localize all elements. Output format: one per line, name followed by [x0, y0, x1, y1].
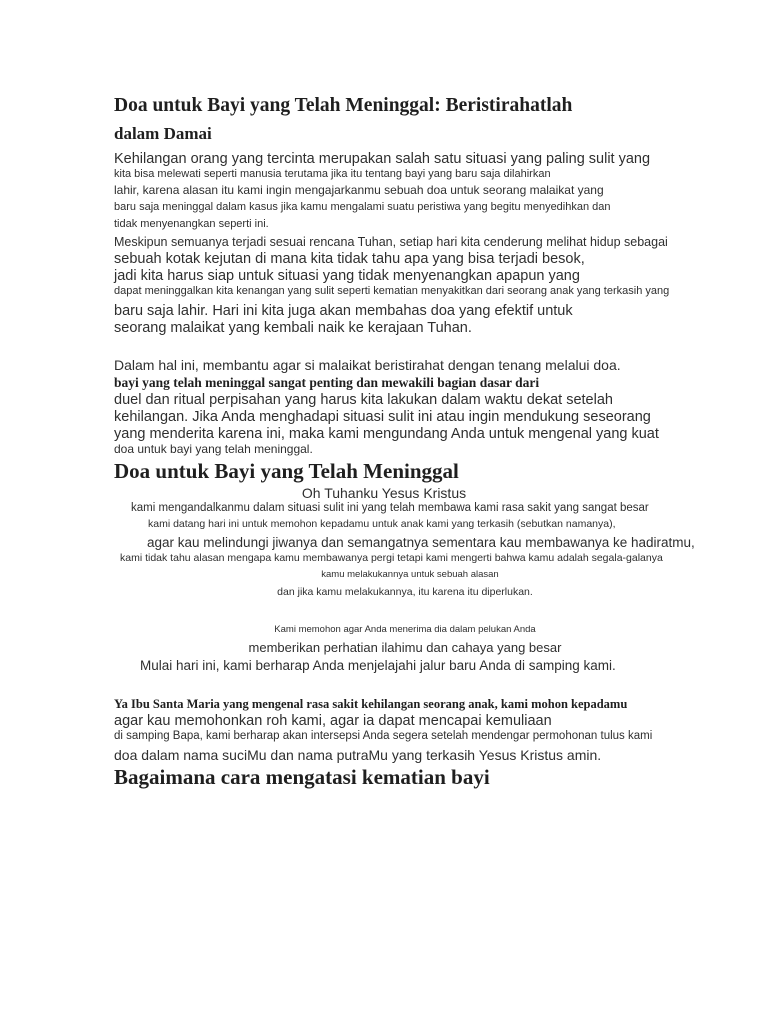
prayer-line: kami datang hari ini untuk memohon kepadamu untuk anak kami yang terkasih (sebutkan namanya),: [148, 518, 616, 530]
intro-line: lahir, karena alasan itu kami ingin mengajarkanmu sebuah doa untuk seorang malaikat yang: [114, 183, 604, 197]
intro-line: baru saja lahir. Hari ini kita juga akan membahas doa yang efektif untuk: [114, 303, 573, 319]
prayer-line: kami tidak tahu alasan mengapa kamu membawanya pergi tetapi kami mengerti bahwa kamu adalah segala-galanya: [120, 552, 663, 564]
prayer2-line: doa dalam nama suciMu dan nama putraMu yang terkasih Yesus Kristus amin.: [114, 747, 602, 763]
para-line: kehilangan. Jika Anda menghadapi situasi sulit ini atau ingin mendukung seseorang: [114, 409, 651, 425]
para-line: doa untuk bayi yang telah meninggal.: [114, 442, 313, 456]
prayer-line: Mulai hari ini, kami berharap Anda menjelajahi jalur baru Anda di samping kami.: [140, 658, 616, 673]
page-title: Doa untuk Bayi yang Telah Meninggal: Beristirahatlah: [114, 95, 573, 116]
intro-line: baru saja meninggal dalam kasus jika kamu mengalami suatu peristiwa yang begitu menyedihkan dan: [114, 201, 611, 213]
prayer-line: dan jika kamu melakukannya, itu karena itu diperlukan.: [277, 586, 533, 598]
intro-line: tidak menyenangkan seperti ini.: [114, 218, 269, 230]
page-title-continued: dalam Damai: [114, 124, 212, 143]
para-line: duel dan ritual perpisahan yang harus kita lakukan dalam waktu dekat setelah: [114, 392, 613, 408]
intro-line: Kehilangan orang yang tercinta merupakan salah satu situasi yang paling sulit yang: [114, 151, 651, 167]
section-heading: Doa untuk Bayi yang Telah Meninggal: [114, 459, 459, 483]
prayer2-line: agar kau memohonkan roh kami, agar ia dapat mencapai kemuliaan: [114, 713, 552, 729]
prayer-line: Oh Tuhanku Yesus Kristus: [301, 485, 467, 501]
para-line: Dalam hal ini, membantu agar si malaikat beristirahat dengan tenang melalui doa.: [114, 357, 621, 373]
intro-line: jadi kita harus siap untuk situasi yang tidak menyenangkan apapun yang: [114, 268, 580, 284]
intro-line: Meskipun semuanya terjadi sesuai rencana Tuhan, setiap hari kita cenderung melihat hidup sebagai: [114, 235, 668, 249]
prayer-line: kami mengandalkanmu dalam situasi sulit ini yang telah membawa kami rasa sakit yang sangat besar: [131, 502, 649, 514]
para-line: yang menderita karena ini, maka kami mengundang Anda untuk mengenal yang kuat: [114, 426, 659, 442]
prayer-line: memberikan perhatian ilahimu dan cahaya yang besar: [248, 640, 562, 655]
intro-line: sebuah kotak kejutan di mana kita tidak tahu apa yang bisa terjadi besok,: [114, 251, 585, 267]
prayer2-line-bold: Ya Ibu Santa Maria yang mengenal rasa sakit kehilangan seorang anak, kami mohon kepadamu: [114, 697, 628, 711]
para-line-bold: bayi yang telah meninggal sangat penting dan mewakili bagian dasar dari: [114, 375, 540, 390]
prayer2-line: di samping Bapa, kami berharap akan intersepsi Anda segera setelah mendengar permohonan tulus kami: [114, 730, 653, 742]
intro-line: dapat meninggalkan kita kenangan yang sulit seperti kematian menyakitkan dari seorang anak yang terkasih yang: [114, 285, 670, 297]
intro-line: kita bisa melewati seperti manusia terutama jika itu tentang bayi yang baru saja dilahirkan: [114, 168, 551, 180]
section-heading: Bagaimana cara mengatasi kematian bayi: [114, 765, 490, 789]
intro-line: seorang malaikat yang kembali naik ke kerajaan Tuhan.: [114, 320, 472, 336]
prayer-line: kamu melakukannya untuk sebuah alasan: [321, 569, 499, 580]
prayer-line: Kami memohon agar Anda menerima dia dalam pelukan Anda: [274, 624, 536, 635]
prayer-line: agar kau melindungi jiwanya dan semangatnya sementara kau membawanya ke hadiratmu,: [147, 535, 695, 550]
